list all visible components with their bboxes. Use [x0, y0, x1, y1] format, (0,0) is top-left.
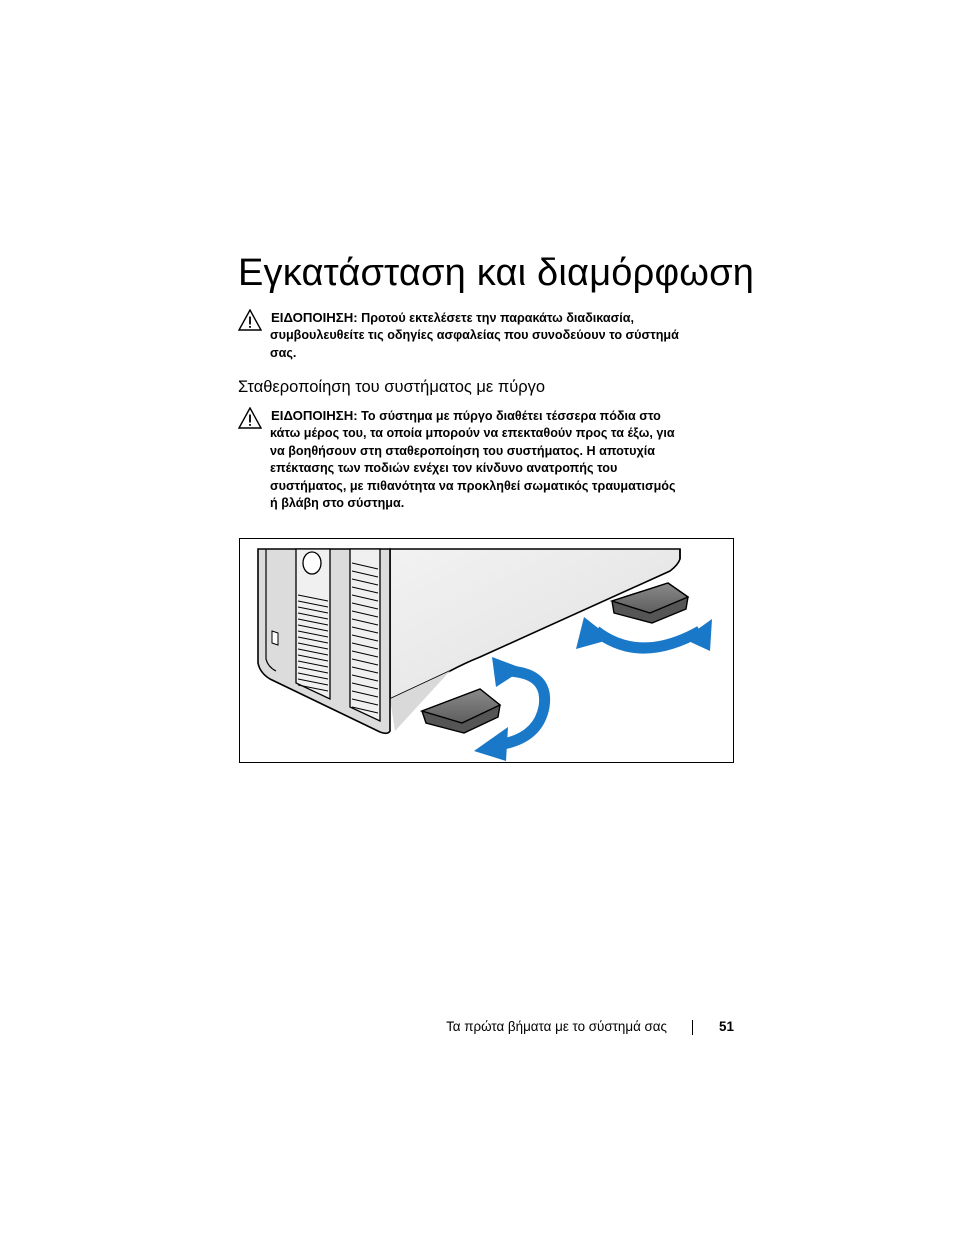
- warning-text-line: συμβουλευθείτε τις οδηγίες ασφαλείας που συνοδεύουν το σύστημά: [270, 328, 679, 343]
- page-footer: [0, 1019, 954, 1039]
- warning-text-line: ή βλάβη στο σύστημα.: [270, 496, 405, 511]
- warning-text-line: σας.: [270, 345, 297, 360]
- tower-system-drawing: [240, 539, 733, 762]
- warning-label: ΕΙΔΟΠΟΙΗΣΗ:: [271, 310, 358, 325]
- warning-notice: [238, 407, 738, 512]
- warning-text-line: επέκτασης των ποδιών ενέχει τον κίνδυνο ανατροπής του: [270, 461, 618, 476]
- warning-text-line: να βοηθήσουν στη σταθεροποίηση του συστήματος. Η αποτυχία: [270, 443, 655, 458]
- footer-title: Τα πρώτα βήματα με το σύστημά σας: [446, 1019, 667, 1034]
- section-heading: Σταθεροποίηση του συστήματος με πύργο: [238, 378, 546, 396]
- warning-text-line: συστήματος, με πιθανότητα να προκληθεί σωματικός τραυματισμός: [270, 478, 676, 493]
- warning-text-line: Προτού εκτελέσετε την παρακάτω διαδικασία,: [361, 311, 634, 325]
- page-number: 51: [719, 1019, 734, 1034]
- tower-front-bezel: [258, 549, 390, 733]
- warning-text-line: κάτω μέρος του, τα οποία μπορούν να επεκταθούν προς τα έξω, για: [270, 426, 675, 441]
- tower-foot-front: [422, 689, 500, 733]
- warning-triangle-icon: [238, 309, 262, 331]
- tower-feet-illustration: [239, 538, 734, 763]
- footer-divider: [692, 1020, 693, 1035]
- warning-notice: [238, 309, 738, 362]
- rotate-arrow-icon: [576, 617, 712, 651]
- page-title: Εγκατάσταση και διαμόρφωση: [238, 252, 755, 294]
- tower-side-panel: [390, 549, 680, 731]
- warning-triangle-icon: [238, 407, 262, 429]
- warning-text-line: Το σύστημα με πύργο διαθέτει τέσσερα πόδια στο: [361, 409, 661, 423]
- warning-label: ΕΙΔΟΠΟΙΗΣΗ:: [271, 408, 358, 423]
